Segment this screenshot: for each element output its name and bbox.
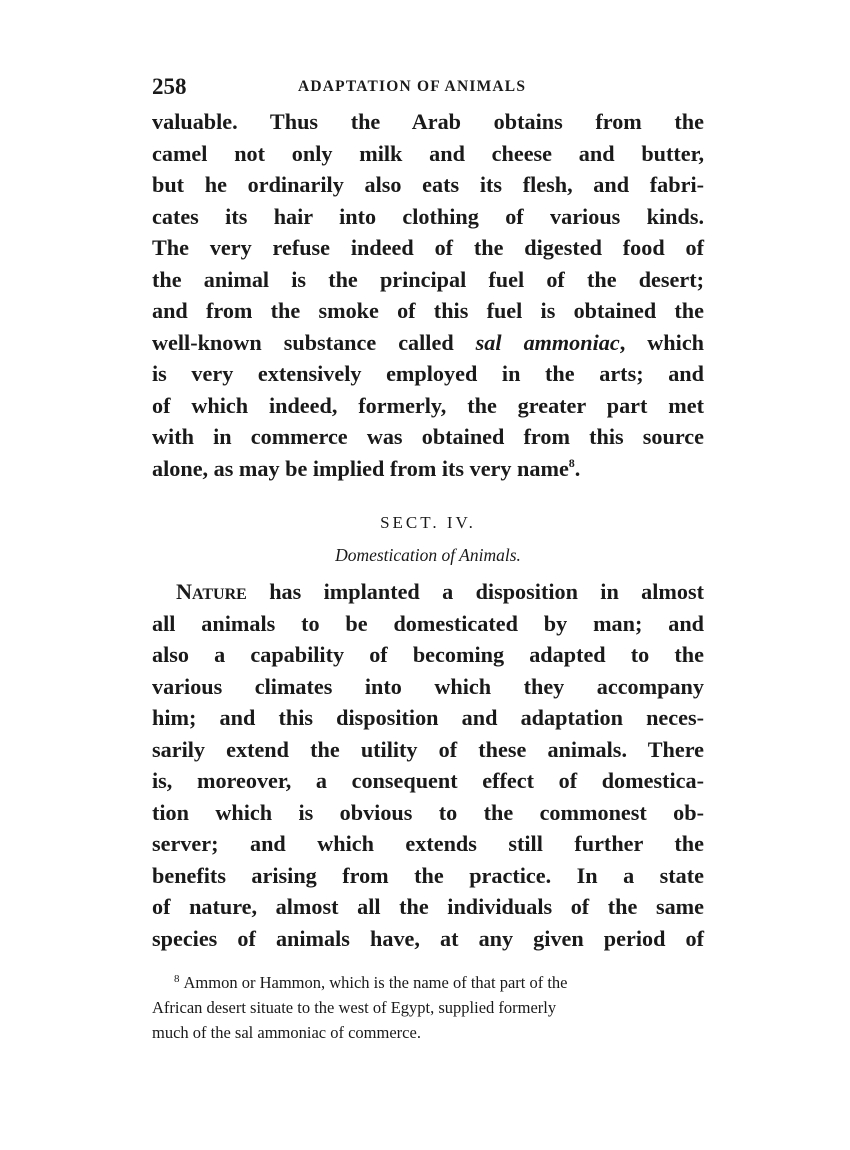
footnote-line: African desert situate to the west of Egypt, supplied formerly xyxy=(152,998,557,1017)
footnote-mark: 8 xyxy=(174,973,180,985)
text-line: also a capability of becoming adapted to the xyxy=(152,642,704,667)
text-line: server; and which extends still further the xyxy=(152,831,704,856)
text-line: tion which is obvious to the commonest ob- xyxy=(152,799,704,825)
text-line: is very extensively employed in the arts; and xyxy=(152,361,704,386)
book-page xyxy=(152,70,704,1045)
text-line: is, moreover, a consequent effect of domestica- xyxy=(152,768,704,793)
running-head xyxy=(152,70,704,106)
text-line: sarily extend the utility of these animals. There xyxy=(152,736,704,762)
footnote xyxy=(152,970,704,1045)
text-line-opening xyxy=(152,576,704,608)
text-line: various climates into which they accompany xyxy=(152,673,704,699)
small-caps-opening-word: Nature xyxy=(176,579,247,604)
footnote-reference: 8 xyxy=(568,455,575,470)
section-subtitle: Domestication of Animals. xyxy=(335,545,521,565)
text-fragment: well-known substance called xyxy=(152,329,476,355)
text-fragment: , which xyxy=(619,329,705,355)
text-line: The very refuse indeed of the digested food of xyxy=(152,235,704,260)
text-line: cates its hair into clothing of various kinds. xyxy=(152,203,704,229)
footnote-line xyxy=(152,970,704,995)
text-line: camel not only milk and cheese and butter, xyxy=(152,140,704,166)
footnote-line: much of the sal ammoniac of commerce. xyxy=(152,1023,421,1042)
running-title: ADAPTATION OF ANIMALS xyxy=(298,78,527,95)
text-fragment: Ammon or Hammon, which is the name of that part of the xyxy=(183,973,568,992)
text-fragment: has implanted a disposition in almost xyxy=(246,579,704,604)
italic-term-sal-ammoniac: sal ammoniac xyxy=(475,329,620,355)
text-line: but he ordinarily also eats its flesh, and fabri- xyxy=(152,172,704,197)
section-heading: SECT. IV. xyxy=(380,513,476,532)
text-line: him; and this disposition and adaptation neces- xyxy=(152,705,704,730)
text-line: valuable. Thus the Arab obtains from the xyxy=(152,109,704,134)
text-line-sal-ammoniac xyxy=(152,327,704,359)
text-line: all animals to be domesticated by man; and xyxy=(152,610,704,636)
text-fragment: alone, as may be implied from its very name xyxy=(152,455,569,481)
text-line: the animal is the principal fuel of the desert; xyxy=(152,266,704,292)
text-line: of which indeed, formerly, the greater part met xyxy=(152,392,704,418)
text-fragment: . xyxy=(574,455,581,481)
text-line: benefits arising from the practice. In a state xyxy=(152,862,704,888)
text-line-last xyxy=(152,453,704,485)
text-line: of nature, almost all the individuals of the same xyxy=(152,894,704,919)
text-line: with in commerce was obtained from this source xyxy=(152,424,704,449)
text-line: species of animals have, at any given period of xyxy=(152,925,704,951)
page-number: 258 xyxy=(152,74,187,99)
paragraph-domestication xyxy=(152,576,704,954)
paragraph-camel-uses xyxy=(152,106,704,484)
text-line: and from the smoke of this fuel is obtained the xyxy=(152,298,704,323)
